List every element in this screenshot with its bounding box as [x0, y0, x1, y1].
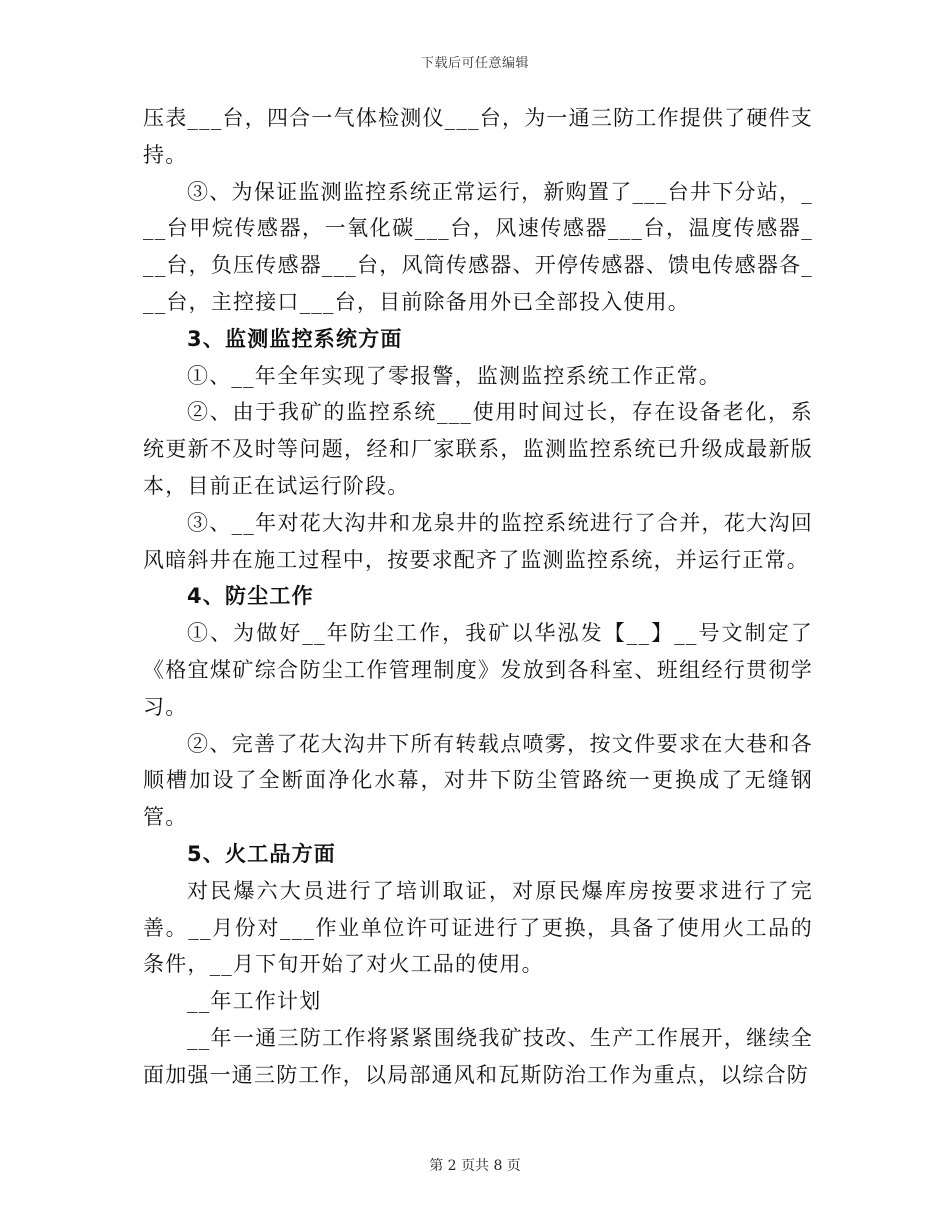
- paragraph: ③、为保证监测监控系统正常运行，新购置了___台井下分站，___台甲烷传感器，一氧化碳___台，风速传感器___台，温度传感器___台，负压传感器___台，风筒传感器、开停传感器、馈电传感器各___台，主控接口___台，目前除备用外已全部投入使用。: [143, 179, 813, 314]
- paragraph: __年工作计划: [187, 989, 322, 1014]
- paragraph: ①、为做好__年防尘工作，我矿以华泓发【__】__号文制定了《格宜煤矿综合防尘工作管理制度》发放到各科室、班组经行贯彻学习。: [143, 621, 813, 719]
- paragraph: ②、由于我矿的监控系统___使用时间过长，存在设备老化，系统更新不及时等问题，经和厂家联系，监测监控系统已升级成最新版本，目前正在试运行阶段。: [143, 400, 813, 498]
- paragraph: 对民爆六大员进行了培训取证，对原民爆库房按要求进行了完善。__月份对___作业单位许可证进行了更换，具备了使用火工品的条件，__月下旬开始了对火工品的使用。: [143, 878, 813, 977]
- page-header: 下载后可任意编辑: [420, 56, 529, 71]
- paragraph: __年一通三防工作将紧紧围绕我矿技改、生产工作展开，继续全面加强一通三防工作，以局部通风和瓦斯防治工作为重点，以综合防: [143, 1025, 813, 1087]
- section-heading: 4、防尘工作: [187, 584, 314, 609]
- document-body: [143, 100, 813, 1094]
- paragraph: ②、完善了花大沟井下所有转载点喷雾，按文件要求在大巷和各顺槽加设了全断面净化水幕，对井下防尘管路统一更换成了无缝钢管。: [143, 731, 813, 830]
- paragraph: ①、__年全年实现了零报警，监测监控系统工作正常。: [187, 363, 721, 388]
- paragraph: ③、__年对花大沟井和龙泉井的监控系统进行了合并，花大沟回风暗斜井在施工过程中，按要求配齐了监测监控系统，并运行正常。: [143, 510, 813, 572]
- section-heading: 5、火工品方面: [187, 841, 337, 866]
- page-footer: 第 2 页共 8 页: [429, 1158, 521, 1174]
- paragraph: 压表___台，四合一气体检测仪___台，为一通三防工作提供了硬件支持。: [143, 106, 813, 167]
- section-heading: 3、监测监控系统方面: [187, 326, 403, 351]
